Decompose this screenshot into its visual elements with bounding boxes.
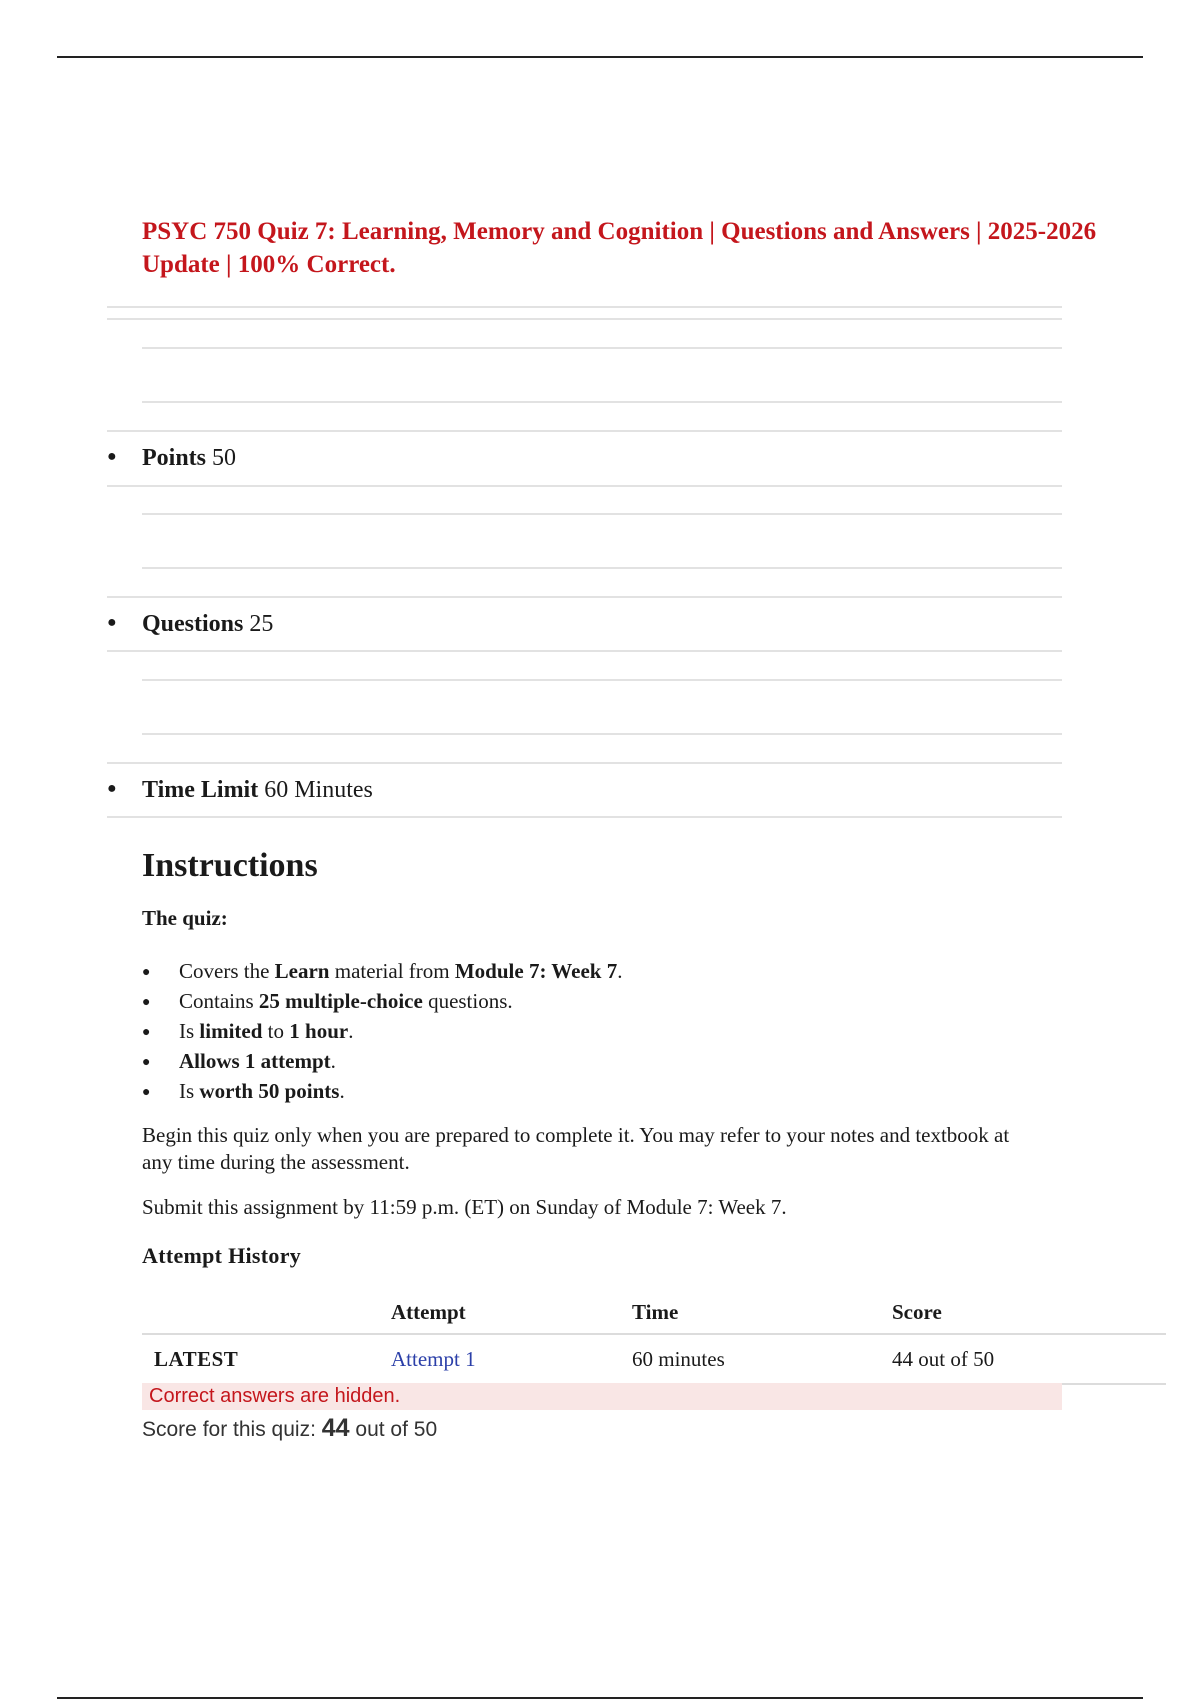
quiz-rules-list xyxy=(142,958,622,1108)
bullet-icon: ● xyxy=(107,780,117,798)
time-limit-detail xyxy=(107,775,373,806)
list-item-text: Is xyxy=(179,1079,200,1103)
latest-tag: LATEST xyxy=(142,1334,391,1384)
bullet-icon: ● xyxy=(142,965,151,980)
bullet-icon: ● xyxy=(142,1085,151,1100)
time-limit-label: Time Limit xyxy=(142,777,259,803)
divider xyxy=(107,816,1062,818)
divider xyxy=(107,596,1062,598)
list-item-text: to xyxy=(262,1019,290,1043)
list-item-text: Is xyxy=(179,1019,200,1043)
quiz-score-value: 44 xyxy=(321,1414,350,1442)
list-item xyxy=(142,958,622,988)
divider xyxy=(107,650,1062,652)
divider xyxy=(107,762,1062,764)
attempt-link[interactable]: Attempt 1 xyxy=(391,1346,476,1371)
list-item xyxy=(142,988,622,1018)
time-limit-value: 60 Minutes xyxy=(264,777,373,803)
list-item xyxy=(142,1018,622,1048)
list-item-text: . xyxy=(348,1019,354,1043)
list-item-text: Learn xyxy=(274,959,330,983)
divider xyxy=(142,347,1062,349)
attempt-history-heading: Attempt History xyxy=(142,1243,302,1268)
divider xyxy=(142,513,1062,515)
page-top-rule xyxy=(57,56,1143,58)
list-item-text: 1 hour xyxy=(289,1019,349,1043)
quiz-intro: The quiz: xyxy=(142,906,228,930)
column-header-attempt: Attempt xyxy=(391,1291,632,1334)
bullet-icon: ● xyxy=(107,614,117,632)
column-header-score: Score xyxy=(892,1291,1166,1334)
list-item xyxy=(142,1048,622,1078)
page-bottom-rule xyxy=(57,1697,1143,1699)
list-item-text: Contains xyxy=(179,989,259,1013)
list-item-text: Module 7: Week 7 xyxy=(454,959,618,983)
points-label: Points xyxy=(142,445,207,471)
list-item-text: . xyxy=(330,1049,336,1073)
questions-value: 25 xyxy=(249,611,274,637)
divider xyxy=(107,306,1062,308)
questions-label: Questions xyxy=(142,611,244,637)
quiz-score-prefix: Score for this quiz: xyxy=(142,1418,316,1441)
table-header-row xyxy=(142,1291,1166,1334)
quiz-score-suffix: out of 50 xyxy=(355,1418,438,1441)
questions-detail xyxy=(107,609,273,640)
attempt-score: 44 out of 50 xyxy=(892,1334,1166,1384)
column-header-time: Time xyxy=(632,1291,892,1334)
list-item-text: limited xyxy=(199,1019,263,1043)
attempt-time: 60 minutes xyxy=(632,1334,892,1384)
divider xyxy=(107,430,1062,432)
bullet-icon: ● xyxy=(142,995,151,1010)
list-item-text: questions. xyxy=(422,989,513,1013)
divider xyxy=(142,567,1062,569)
list-item-text: 25 multiple-choice xyxy=(258,989,423,1013)
preparation-paragraph: Begin this quiz only when you are prepared to complete it. You may refer to your notes and textbook at any time during the assessment. xyxy=(142,1123,1010,1174)
document-title: PSYC 750 Quiz 7: Learning, Memory and Cognition | Questions and Answers | 2025-2026 Update | 100% Correct. xyxy=(142,218,1097,278)
points-detail xyxy=(107,443,236,474)
list-item-text: worth 50 points xyxy=(199,1079,340,1103)
correct-answers-hidden-notice: Correct answers are hidden. xyxy=(142,1383,1062,1410)
list-item-text: . xyxy=(617,959,623,983)
attempt-history-table xyxy=(142,1291,1166,1385)
divider xyxy=(107,318,1062,320)
list-item-text: Covers the xyxy=(179,959,275,983)
bullet-icon: ● xyxy=(107,448,117,466)
list-item-text: . xyxy=(339,1079,345,1103)
quiz-score xyxy=(142,1413,437,1445)
bullet-icon: ● xyxy=(142,1025,151,1040)
deadline-paragraph: Submit this assignment by 11:59 p.m. (ET) on Sunday of Module 7: Week 7. xyxy=(142,1195,787,1219)
table-row xyxy=(142,1334,1166,1384)
points-value: 50 xyxy=(212,445,237,471)
list-item-text: Allows 1 attempt xyxy=(179,1049,331,1073)
bullet-icon: ● xyxy=(142,1055,151,1070)
divider xyxy=(107,485,1062,487)
divider xyxy=(142,401,1062,403)
divider xyxy=(142,733,1062,735)
list-item xyxy=(142,1078,622,1108)
instructions-heading: Instructions xyxy=(142,847,318,884)
list-item-text: material from xyxy=(329,959,455,983)
column-header-tag xyxy=(142,1291,391,1334)
divider xyxy=(142,679,1062,681)
